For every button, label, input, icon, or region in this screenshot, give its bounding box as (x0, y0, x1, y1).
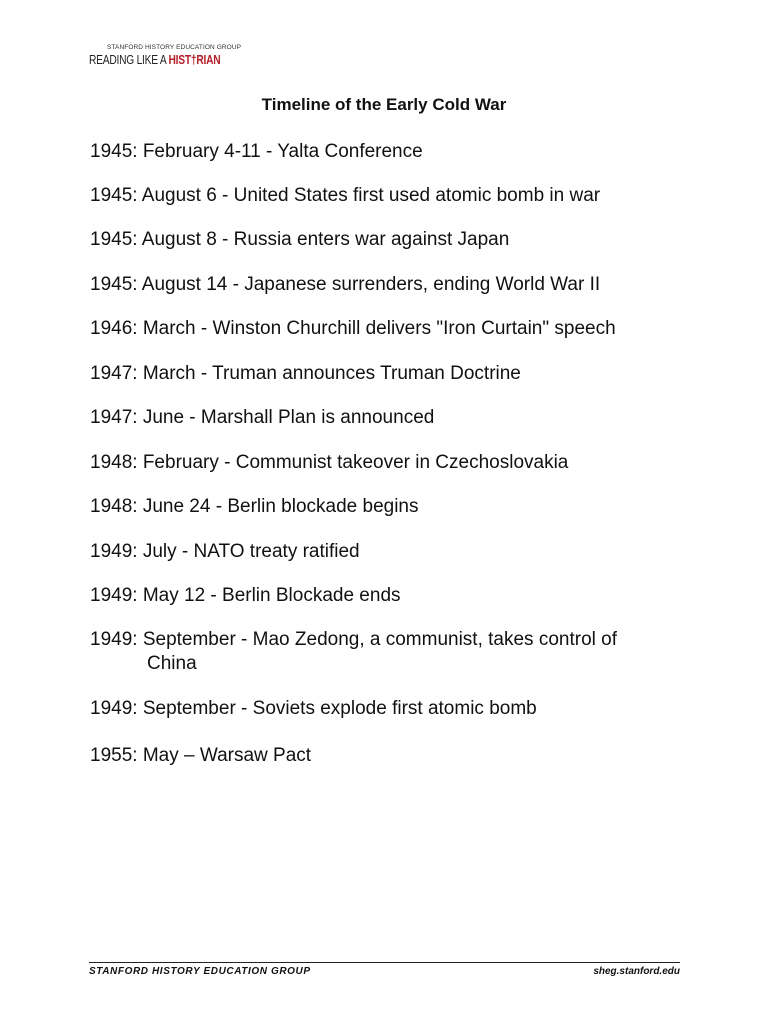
timeline-entry-text: 1948: June 24 - Berlin blockade begins (90, 496, 419, 517)
page-title: Timeline of the Early Cold War (261, 95, 507, 114)
timeline-entry-text: 1955: May – Warsaw Pact (90, 745, 312, 766)
timeline-entry-text: 1945: August 6 - United States first used atomic bomb in war (90, 185, 601, 206)
logo-organization: STANFORD HISTORY EDUCATION GROUP (107, 44, 242, 51)
timeline-entry (90, 228, 509, 252)
timeline-entry-text: 1949: July - NATO treaty ratified (90, 541, 360, 562)
timeline-entry (90, 273, 600, 297)
timeline-entry-text: 1945: August 14 - Japanese surrenders, ending World War II (90, 274, 601, 295)
footer-divider (89, 962, 680, 963)
timeline-entry-continuation: China (147, 653, 197, 674)
logo-wordmark-red-2: RIAN (196, 53, 221, 67)
logo (89, 44, 242, 74)
footer-organization: STANFORD HISTORY EDUCATION GROUP (89, 966, 311, 977)
timeline-entry (90, 540, 360, 564)
timeline-entry (90, 451, 568, 475)
timeline-entry (90, 697, 537, 721)
timeline-entry (90, 584, 401, 608)
timeline-entry (90, 317, 616, 341)
timeline-entry (90, 184, 600, 208)
footer-website: sheg.stanford.edu (593, 966, 680, 977)
timeline-entry-text: 1947: March - Truman announces Truman Doctrine (90, 363, 521, 384)
logo-wordmark-dark: READING LIKE A (89, 53, 169, 67)
timeline-entry-text: 1949: September - Mao Zedong, a communist, takes control of (90, 629, 617, 650)
timeline-entry (90, 140, 423, 164)
timeline-entry-text: 1947: June - Marshall Plan is announced (90, 407, 435, 428)
logo-wordmark (89, 53, 220, 67)
timeline-entry-text: 1949: September - Soviets explode first atomic bomb (90, 698, 537, 719)
timeline-entry-text: 1949: May 12 - Berlin Blockade ends (90, 585, 401, 606)
logo-wordmark-red-1: HIST (168, 53, 191, 67)
timeline-entry (90, 628, 617, 676)
timeline-entry-text: 1946: March - Winston Churchill delivers "Iron Curtain" speech (90, 318, 616, 339)
timeline-entry (90, 362, 521, 386)
timeline-entry (90, 495, 419, 519)
timeline-entry (90, 744, 311, 768)
timeline-entry (90, 406, 434, 430)
logo-pen-icon: † (190, 53, 197, 67)
timeline-entry-text: 1945: August 8 - Russia enters war against Japan (90, 229, 510, 250)
timeline-entry-text: 1945: February 4-11 - Yalta Conference (90, 141, 423, 162)
timeline-entry-text: 1948: February - Communist takeover in Czechoslovakia (90, 452, 569, 473)
